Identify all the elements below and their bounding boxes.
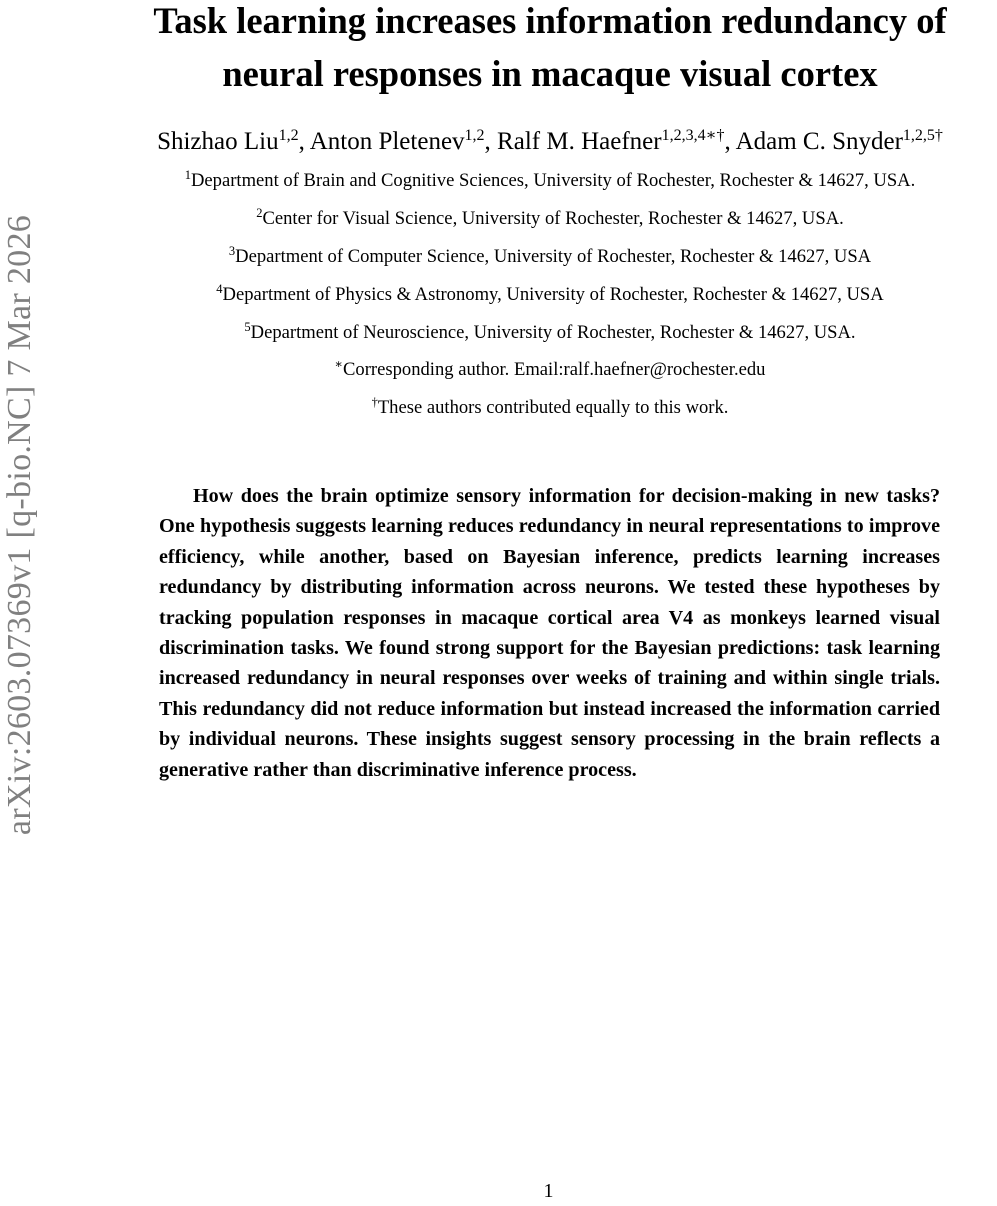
author-name: Anton Pletenev (309, 128, 465, 155)
affiliation-text: Department of Brain and Cognitive Sciences, University of Rochester, Rochester & 14627, USA. (190, 170, 916, 191)
equal-contribution-note (100, 395, 997, 422)
paper-title: Task learning increases information redundancy of neural responses in macaque visual cortex (153, 0, 947, 94)
affiliation-mark: 1 (184, 168, 191, 182)
affiliation-mark: 2 (256, 206, 263, 220)
affiliation-line (100, 168, 997, 195)
author-separator: , (298, 128, 310, 155)
equal-contribution-mark: † (371, 395, 378, 409)
author-affiliation-marks: 1,2,3,4∗† (661, 127, 725, 144)
author-list (100, 124, 997, 163)
affiliation-line (100, 206, 997, 233)
affiliation-text: Department of Neuroscience, University of Rochester, Rochester & 14627, USA. (250, 322, 856, 343)
author-name: Adam C. Snyder (735, 128, 903, 155)
abstract: How does the brain optimize sensory information for decision-making in new tasks? One hypothesis suggests learning reduces redundancy in neural representations to improve efficiency, while another, based on Bayesian inference, predicts learning increases redundancy by distributing information across neurons. We tested these hypotheses by tracking population responses in macaque cortical area V4 as monkeys learned visual discrimination tasks. We found strong support for the Bayesian predictions: task learning increased redundancy in neural responses over weeks of training and within single trials. This redundancy did not reduce information but instead increased the information carried by individual neurons. These insights suggest sensory processing in the brain reflects a generative rather than discriminative inference process. (159, 485, 940, 781)
equal-contribution-text: These authors contributed equally to this work. (377, 397, 729, 418)
corresponding-mark: ∗ (334, 357, 344, 371)
affiliation-text: Department of Computer Science, University of Rochester, Rochester & 14627, USA (235, 246, 872, 267)
affiliation-text: Center for Visual Science, University of Rochester, Rochester & 14627, USA. (262, 208, 844, 229)
author-affiliation-marks: 1,2,5† (902, 127, 943, 144)
affiliation-mark: 4 (216, 282, 223, 296)
corresponding-author-note (100, 357, 997, 384)
affiliation-mark: 5 (244, 320, 251, 334)
author-separator: , (484, 128, 498, 155)
author-separator: , (724, 128, 736, 155)
affiliation-text: Department of Physics & Astronomy, University of Rochester, Rochester & 14627, USA (222, 284, 884, 305)
author-name: Shizhao Liu (157, 128, 279, 155)
affiliation-line (100, 282, 997, 309)
arxiv-identifier-stamp[interactable]: arXiv:2603.07369v1 [q-bio.NC] 7 Mar 2026 (1, 214, 38, 836)
affiliation-mark: 3 (228, 244, 236, 258)
corresponding-author-text[interactable]: Corresponding author. Email:ralf.haefner@rochester.edu (343, 359, 766, 380)
author-affiliation-marks: 1,2 (464, 127, 485, 144)
author-name: Ralf M. Haefner (497, 128, 662, 155)
affiliation-line (100, 244, 997, 271)
page-number: 1 (543, 1180, 554, 1202)
affiliation-line (100, 320, 997, 347)
author-affiliation-marks: 1,2 (278, 127, 299, 144)
